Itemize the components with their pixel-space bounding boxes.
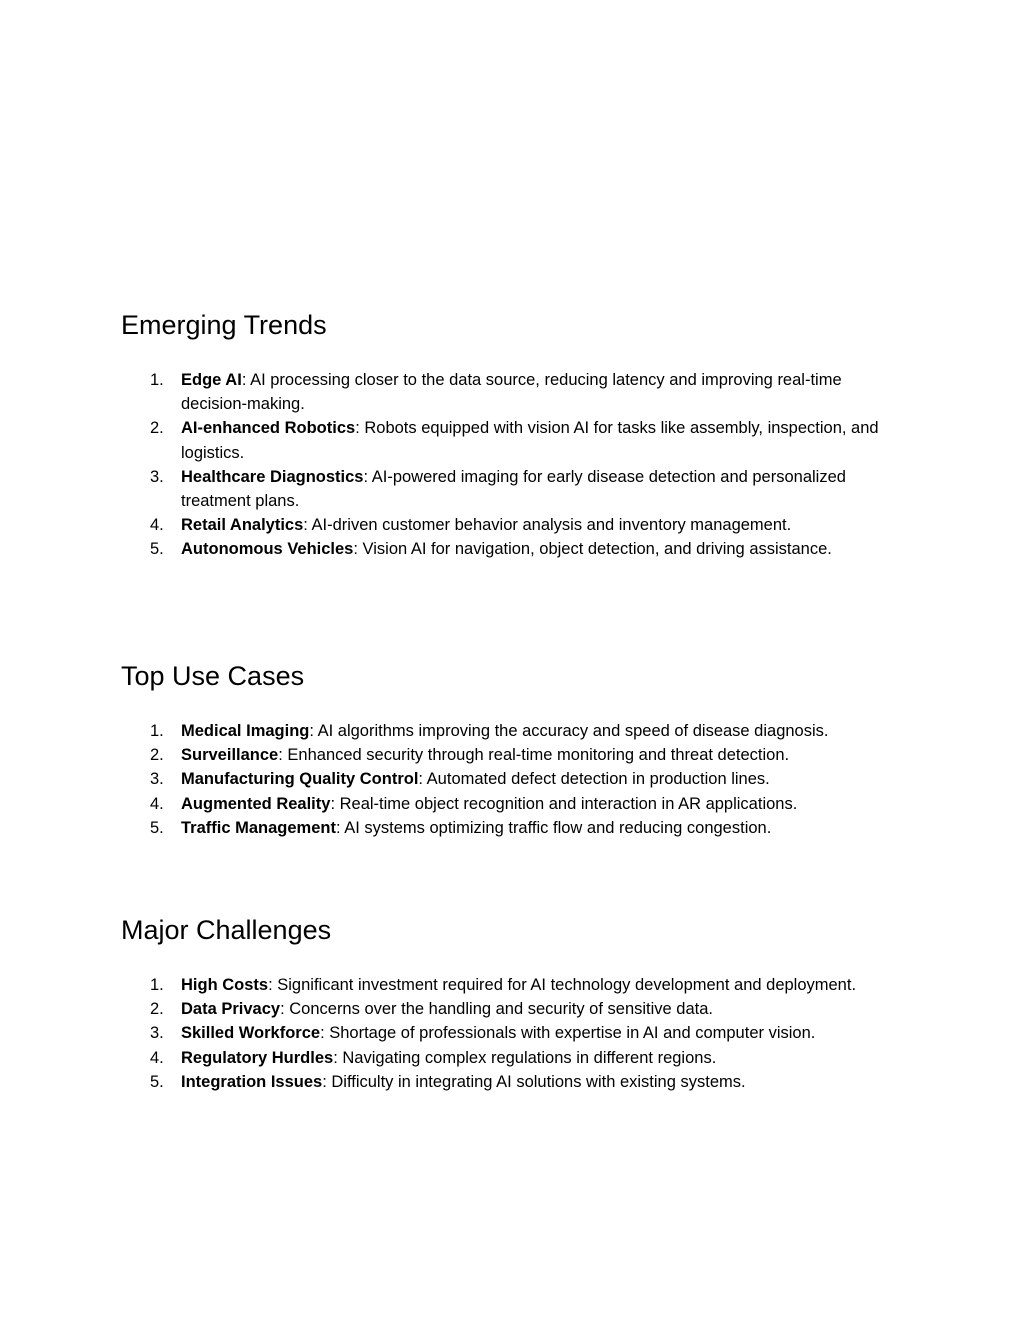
list-number: 5. xyxy=(150,1072,164,1091)
list-term: High Costs xyxy=(181,976,269,994)
list-term: Skilled Workforce xyxy=(181,1024,321,1043)
list-item xyxy=(150,816,910,840)
list-item xyxy=(150,1046,910,1070)
list-item xyxy=(150,767,910,791)
list-term: Surveillance xyxy=(181,746,279,765)
list-number: 1. xyxy=(150,722,164,740)
list-number: 4. xyxy=(150,794,164,813)
list-number: 4. xyxy=(150,516,164,535)
list-text: : Robots equipped with vision AI for tasks like assembly, inspection, and logistics. xyxy=(181,419,879,462)
list-text: : Concerns over the handling and security of sensitive data. xyxy=(280,1000,713,1019)
list-number: 5. xyxy=(150,818,164,837)
numbered-list xyxy=(150,719,910,840)
list-text: : AI-powered imaging for early disease detection and personalized treatment plans. xyxy=(181,467,846,511)
list-text: : AI systems optimizing traffic flow and reducing congestion. xyxy=(335,818,772,837)
list-term: Retail Analytics xyxy=(181,516,304,535)
list-term: Manufacturing Quality Control xyxy=(181,770,419,789)
list-text: : Real-time object recognition and interaction in AR applications. xyxy=(330,794,798,813)
list-text: : AI algorithms improving the accuracy and speed of disease diagnosis. xyxy=(309,722,829,740)
list-text: : Shortage of professionals with expertise in AI and computer vision. xyxy=(320,1024,816,1043)
list-term: AI-enhanced Robotics xyxy=(181,419,356,438)
list-item xyxy=(150,465,910,513)
list-item xyxy=(150,743,910,767)
list-item xyxy=(150,973,910,997)
list-item xyxy=(150,1070,910,1094)
numbered-list xyxy=(150,973,910,1094)
list-number: 4. xyxy=(150,1048,164,1067)
list-item xyxy=(150,997,910,1021)
list-term: Healthcare Diagnostics xyxy=(181,467,364,486)
list-item xyxy=(150,537,910,561)
section-heading: Emerging Trends xyxy=(121,310,327,340)
list-number: 3. xyxy=(150,770,164,789)
list-term: Regulatory Hurdles xyxy=(181,1048,334,1067)
list-text: : AI-driven customer behavior analysis and inventory management. xyxy=(303,516,792,535)
list-text: : Navigating complex regulations in different regions. xyxy=(333,1048,717,1067)
list-term: Traffic Management xyxy=(181,818,336,837)
section-heading: Major Challenges xyxy=(121,915,332,945)
list-item xyxy=(150,1021,910,1045)
list-item xyxy=(150,416,910,464)
list-number: 2. xyxy=(150,419,164,438)
section-emerging-trends xyxy=(121,308,921,562)
list-item xyxy=(150,513,910,537)
list-term: Integration Issues xyxy=(181,1072,323,1091)
numbered-list xyxy=(150,368,910,562)
list-number: 1. xyxy=(150,371,164,389)
list-text: : Vision AI for navigation, object detection, and driving assistance. xyxy=(353,540,832,559)
list-text: : AI processing closer to the data source, reducing latency and improving real-time decision-making. xyxy=(181,371,842,414)
section-top-use-cases xyxy=(121,659,921,840)
list-number: 3. xyxy=(150,1024,164,1043)
list-item xyxy=(150,368,910,416)
list-term: Augmented Reality xyxy=(181,794,331,813)
section-major-challenges xyxy=(121,913,921,1094)
list-text: : Automated defect detection in production lines. xyxy=(418,770,770,789)
list-term: Medical Imaging xyxy=(181,722,310,740)
list-number: 1. xyxy=(150,976,164,994)
list-item xyxy=(150,719,910,743)
list-text: : Significant investment required for AI technology development and deployment. xyxy=(268,976,857,994)
list-text: : Enhanced security through real-time monitoring and threat detection. xyxy=(278,746,790,765)
list-item xyxy=(150,792,910,816)
list-term: Edge AI xyxy=(181,371,242,389)
section-heading: Top Use Cases xyxy=(121,661,305,691)
list-term: Data Privacy xyxy=(181,1000,281,1019)
list-number: 5. xyxy=(150,540,164,559)
list-text: : Difficulty in integrating AI solutions with existing systems. xyxy=(322,1072,746,1091)
list-number: 3. xyxy=(150,467,164,486)
list-number: 2. xyxy=(150,746,164,765)
list-term: Autonomous Vehicles xyxy=(181,540,354,559)
list-number: 2. xyxy=(150,1000,164,1019)
